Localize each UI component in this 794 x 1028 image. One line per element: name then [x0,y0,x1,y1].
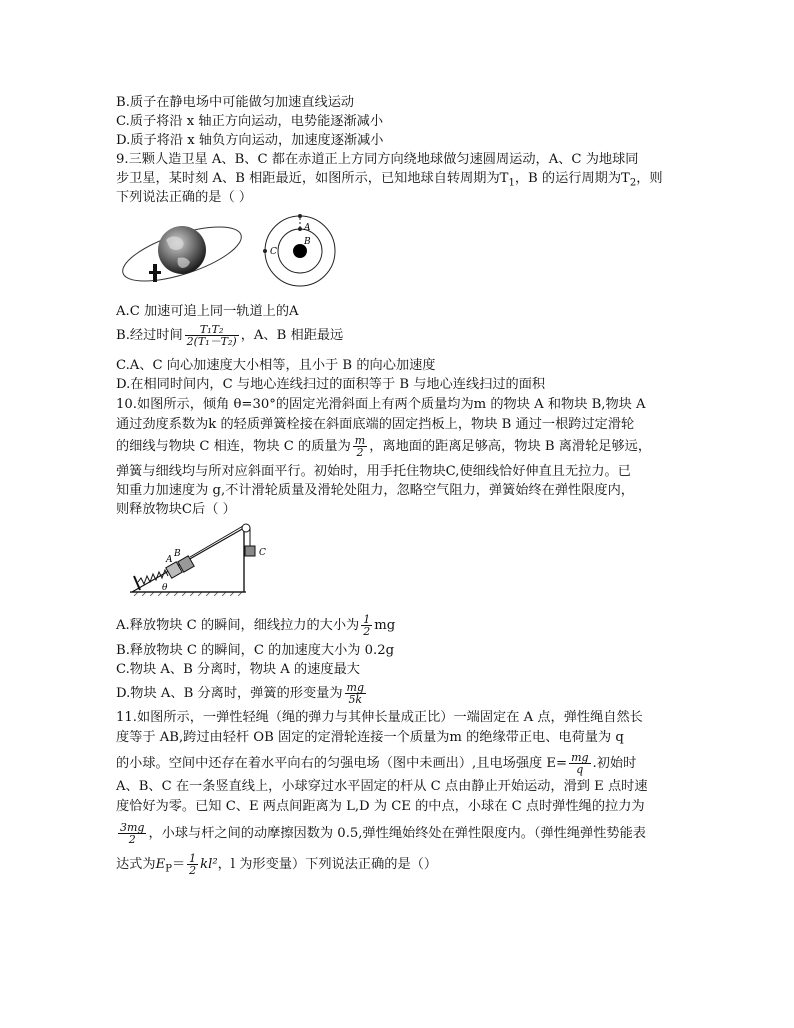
fraction [569,752,590,775]
q11-text: 达式为 [116,857,156,872]
q10-option-d [116,682,368,705]
fraction-den: 2 [128,833,136,846]
subscript: P [165,863,172,875]
fraction-num: mg [346,681,365,694]
q10-option-a-text: mg [374,618,396,633]
q10-stem-line4: 弹簧与细线均与所对应斜面平行。初始时，用手托住物块C,使细线恰好伸直且无拉力。已 [116,464,631,479]
q9-option-b [116,324,343,347]
stopper-plate [134,576,140,590]
formula-kl: kl² [200,857,218,872]
fraction-den: 2 [356,446,364,459]
spring [138,570,168,584]
fraction [361,614,372,637]
q11-text: 的小球。空间中还存在着水平向右的匀强电场（图中未画出）,且电场强度 E= [116,756,568,771]
label-a: A [304,223,311,233]
q9-stem-line3: 下列说法正确的是（ ） [116,190,253,205]
incline-figure [126,518,286,600]
orbit-diagram [262,213,338,293]
fraction-den: q [576,763,584,776]
label-b: B [174,549,181,559]
q10-option-b: B.释放物块 C 的瞬间，C 的加速度大小为 0.2g [116,643,395,658]
fraction [185,324,239,347]
q11-stem-line1: 11.如图所示，一弹性轻绳（绳的弹力与其伸长量成正比）一端固定在 A 点，弹性绳自然长 [116,710,643,725]
q11-text: ，小球与杆之间的动摩擦因数为 0.5,弹性绳始终处在弹性限度内。（弹性绳弹性势能表 [148,826,646,841]
subscript: 1 [508,177,515,189]
q9-stem-text: ，B 的运行周期为T [514,171,630,186]
q10-option-d-text: D.物块 A、B 分离时，弹簧的形变量为 [116,686,343,701]
q10-option-c: C.物块 A、B 分离时，物块 A 的速度最大 [116,662,360,677]
q11-text: ，l 为形变量）下列说法正确的是（） [217,857,438,872]
q8-option-d: D.质子将沿 x 轴负方向运动，加速度逐渐减小 [116,133,384,148]
fraction-num: m [354,434,366,447]
q9-option-c: C.A、C 向心加速度大小相等，且小于 B 的向心加速度 [116,358,436,373]
fraction [353,435,367,458]
q9-option-b-text: ，A、B 相距最远 [240,328,344,343]
q11-text: .初始时 [592,756,637,771]
block-c [245,546,255,556]
fraction-den: 2 [363,625,371,638]
q10-stem-line5: 知重力加速度为 g,不计滑轮质量及滑轮处阻力，忽略空气阻力，弹簧始终在弹性限度内， [116,483,634,498]
equals-sign: ＝ [171,857,186,872]
label-a: A [166,555,173,565]
q9-option-b-text: B.经过时间 [116,328,183,343]
q10-option-a [116,614,395,637]
q11-stem-line7 [116,853,437,878]
fraction-num: mg [571,751,589,764]
fraction-den: 2(T₁－T₂) [186,335,237,348]
q8-option-c: C.质子将沿 x 轴正方向运动，电势能逐渐减小 [116,114,384,129]
fraction-num: 1 [189,852,197,865]
q11-stem-line3 [116,752,636,775]
fraction [187,853,198,876]
q11-stem-line4: A、B、C 在一条竖直线上，小球穿过水平固定的杆从 C 点由静止开始运动，滑到 E 点时速 [116,779,648,794]
label-c: C [270,247,277,257]
q9-option-a: A.C 加速可追上同一轨道上的A [116,304,299,319]
pulley [242,524,250,532]
label-theta: θ [162,583,168,593]
fraction-num: 1 [363,613,371,626]
fraction-den: 2 [189,864,197,877]
satellite-c [263,249,267,253]
q10-stem-line6: 则释放物块C后（ ） [116,502,236,517]
fraction-den: 5k [348,693,363,706]
earth-orbit-figure [116,214,246,294]
q10-option-a-text: A.释放物块 C 的瞬间，细线拉力的大小为 [116,618,360,633]
q10-text: ，离地面的距离足够高，物块 B 离滑轮足够远， [369,439,652,454]
q9-stem-line1: 9.三颗人造卫星 A、B、C 都在赤道正上方同方向绕地球做匀速圆周运动，A、C 为地球同 [116,152,639,167]
q11-stem-line2: 度等于 AB,跨过由轻杆 OB 固定的定滑轮连接一个质量为m 的绝缘带正电、电荷量为 q [116,730,624,745]
q10-stem-line2: 通过劲度系数为k 的轻质弹簧栓接在斜面底端的固定挡板上，物块 B 通过一根跨过定滑轮 [116,417,635,432]
formula-e: E [155,857,166,872]
fraction [345,682,366,705]
q11-stem-line5: 度恰好为零。已知 C、E 两点间距离为 L,D 为 CE 的中点，小球在 C 点时弹性绳的拉力为 [116,799,645,814]
q10-text: 的细线与物块 C 相连，物块 C 的质量为 [116,439,351,454]
fraction [118,822,146,845]
fraction-num: T₁T₂ [185,324,239,336]
label-c: C [259,548,266,558]
q9-stem-text: 步卫星，某时刻 A、B 相距最近，如图所示，已知地球自转周期为T [116,171,509,186]
q10-stem-line1: 10.如图所示，倾角 θ=30°的固定光滑斜面上有两个质量均为m 的物块 A 和物块 B,物块 A [116,397,646,412]
q9-option-d: D.在相同时间内，C 与地心连线扫过的面积等于 B 与地心连线扫过的面积 [116,377,546,392]
q8-option-b: B.质子在静电场中可能做匀加速直线运动 [116,95,355,110]
satellite-a [298,214,302,218]
label-b: B [304,237,311,247]
q10-stem-line3 [116,435,651,458]
q9-stem-text: ，则 [636,171,663,186]
fraction-num: 3mg [120,821,145,834]
q11-stem-line6 [116,822,646,845]
subscript: 2 [629,177,637,189]
